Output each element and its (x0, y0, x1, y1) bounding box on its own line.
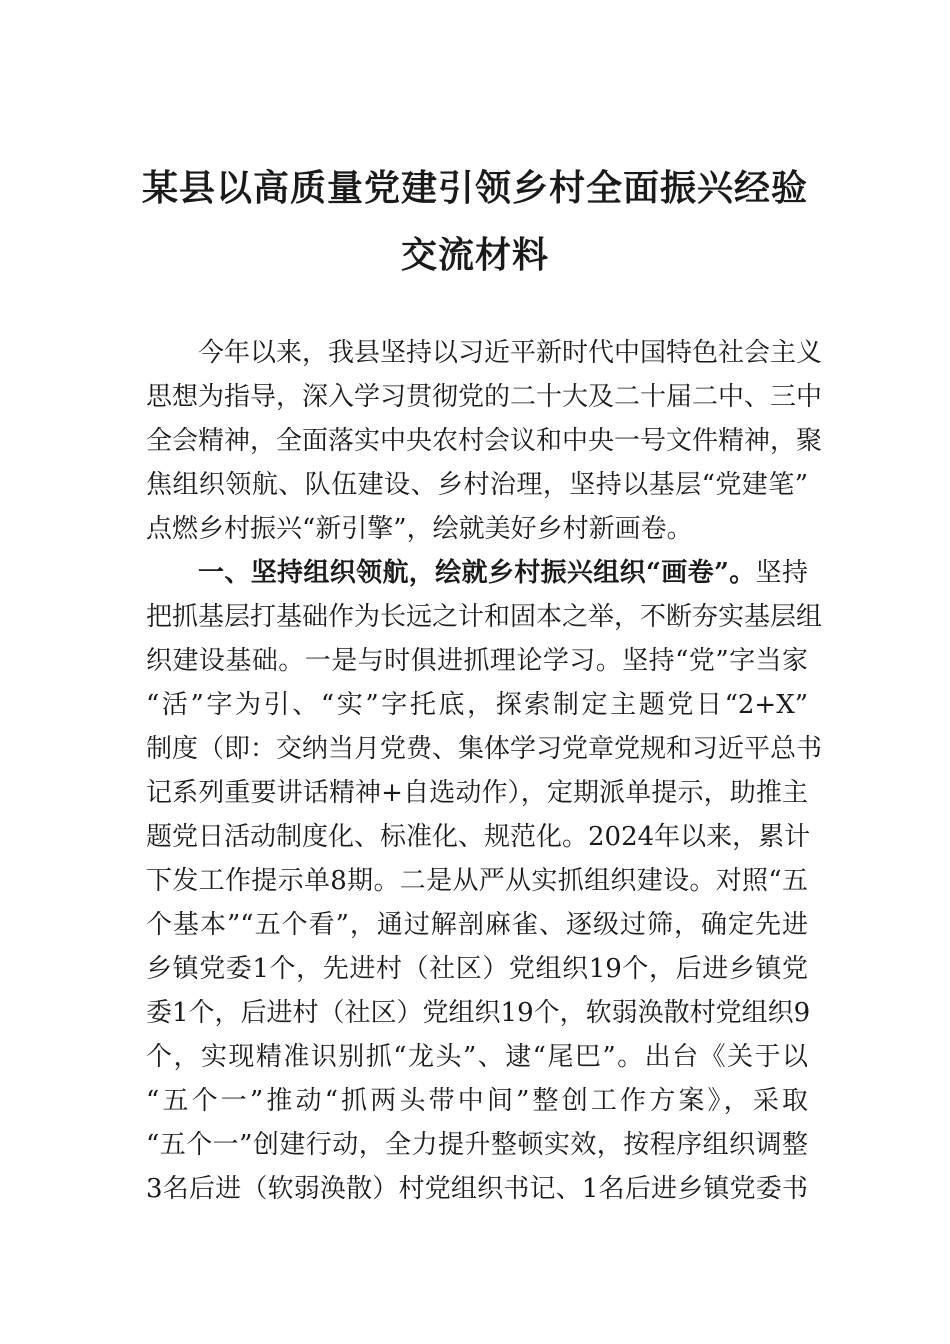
section-1-line: 个基本”“五个看”，通过解剖麻雀、逐级过筛，确定先进 (146, 910, 808, 940)
section-1-line: 下发工作提示单8期。二是从严从实抓组织建设。对照“五 (146, 866, 808, 896)
intro-line: 思想为指导，深入学习贯彻党的二十大及二十届二中、三中 (146, 382, 823, 412)
section-1-line: 织建设基础。一是与时俱进抓理论学习。坚持“党”字当家 (146, 646, 808, 676)
section-1-line: “五个一”创建行动，全力提升整顿实效，按程序组织调整 (146, 1130, 808, 1160)
intro-line: 全会精神，全面落实中央农村会议和中央一号文件精神，聚 (146, 426, 823, 456)
section-1-line: “活”字为引、“实”字托底，探索制定主题党日“2+X” (146, 690, 808, 720)
intro-line: 焦组织领航、队伍建设、乡村治理，坚持以基层“党建笔” (146, 470, 808, 500)
document-title-line-1: 某县以高质量党建引领乡村全面振兴经验 (141, 167, 808, 209)
document-title-line-2: 交流材料 (400, 234, 549, 276)
intro-line: 点燃乡村振兴“新引擎”，绘就美好乡村新画卷。 (146, 514, 693, 544)
section-1-line: 乡镇党委1个，先进村（社区）党组织19个，后进乡镇党 (146, 954, 808, 984)
section-1-line: “五个一”推动“抓两头带中间”整创工作方案》，采取 (146, 1086, 808, 1116)
section-1-heading-tail: 坚持 (755, 558, 808, 588)
section-1-line: 制度（即：交纳当月党费、集体学习党章党规和习近平总书 (146, 734, 823, 764)
section-1-line: 记系列重要讲话精神+自选动作），定期派单提示，助推主 (146, 778, 808, 808)
section-1-line: 个，实现精准识别抓“龙头”、逮“尾巴”。出台《关于以 (146, 1042, 808, 1072)
section-1-heading-line (198, 551, 808, 595)
section-1-line: 3名后进（软弱涣散）村党组织书记、1名后进乡镇党委书 (146, 1174, 808, 1204)
section-1-heading: 一、坚持组织领航，绘就乡村振兴组织“画卷”。 (198, 558, 756, 588)
section-1-line: 委1个，后进村（社区）党组织19个，软弱涣散村党组织9 (146, 998, 811, 1028)
section-1-line: 把抓基层打基础作为长远之计和固本之举，不断夯实基层组 (146, 602, 823, 632)
section-1-line: 题党日活动制度化、标准化、规范化。2024年以来，累计 (146, 822, 811, 852)
intro-line: 今年以来，我县坚持以习近平新时代中国特色社会主义 (198, 338, 823, 368)
